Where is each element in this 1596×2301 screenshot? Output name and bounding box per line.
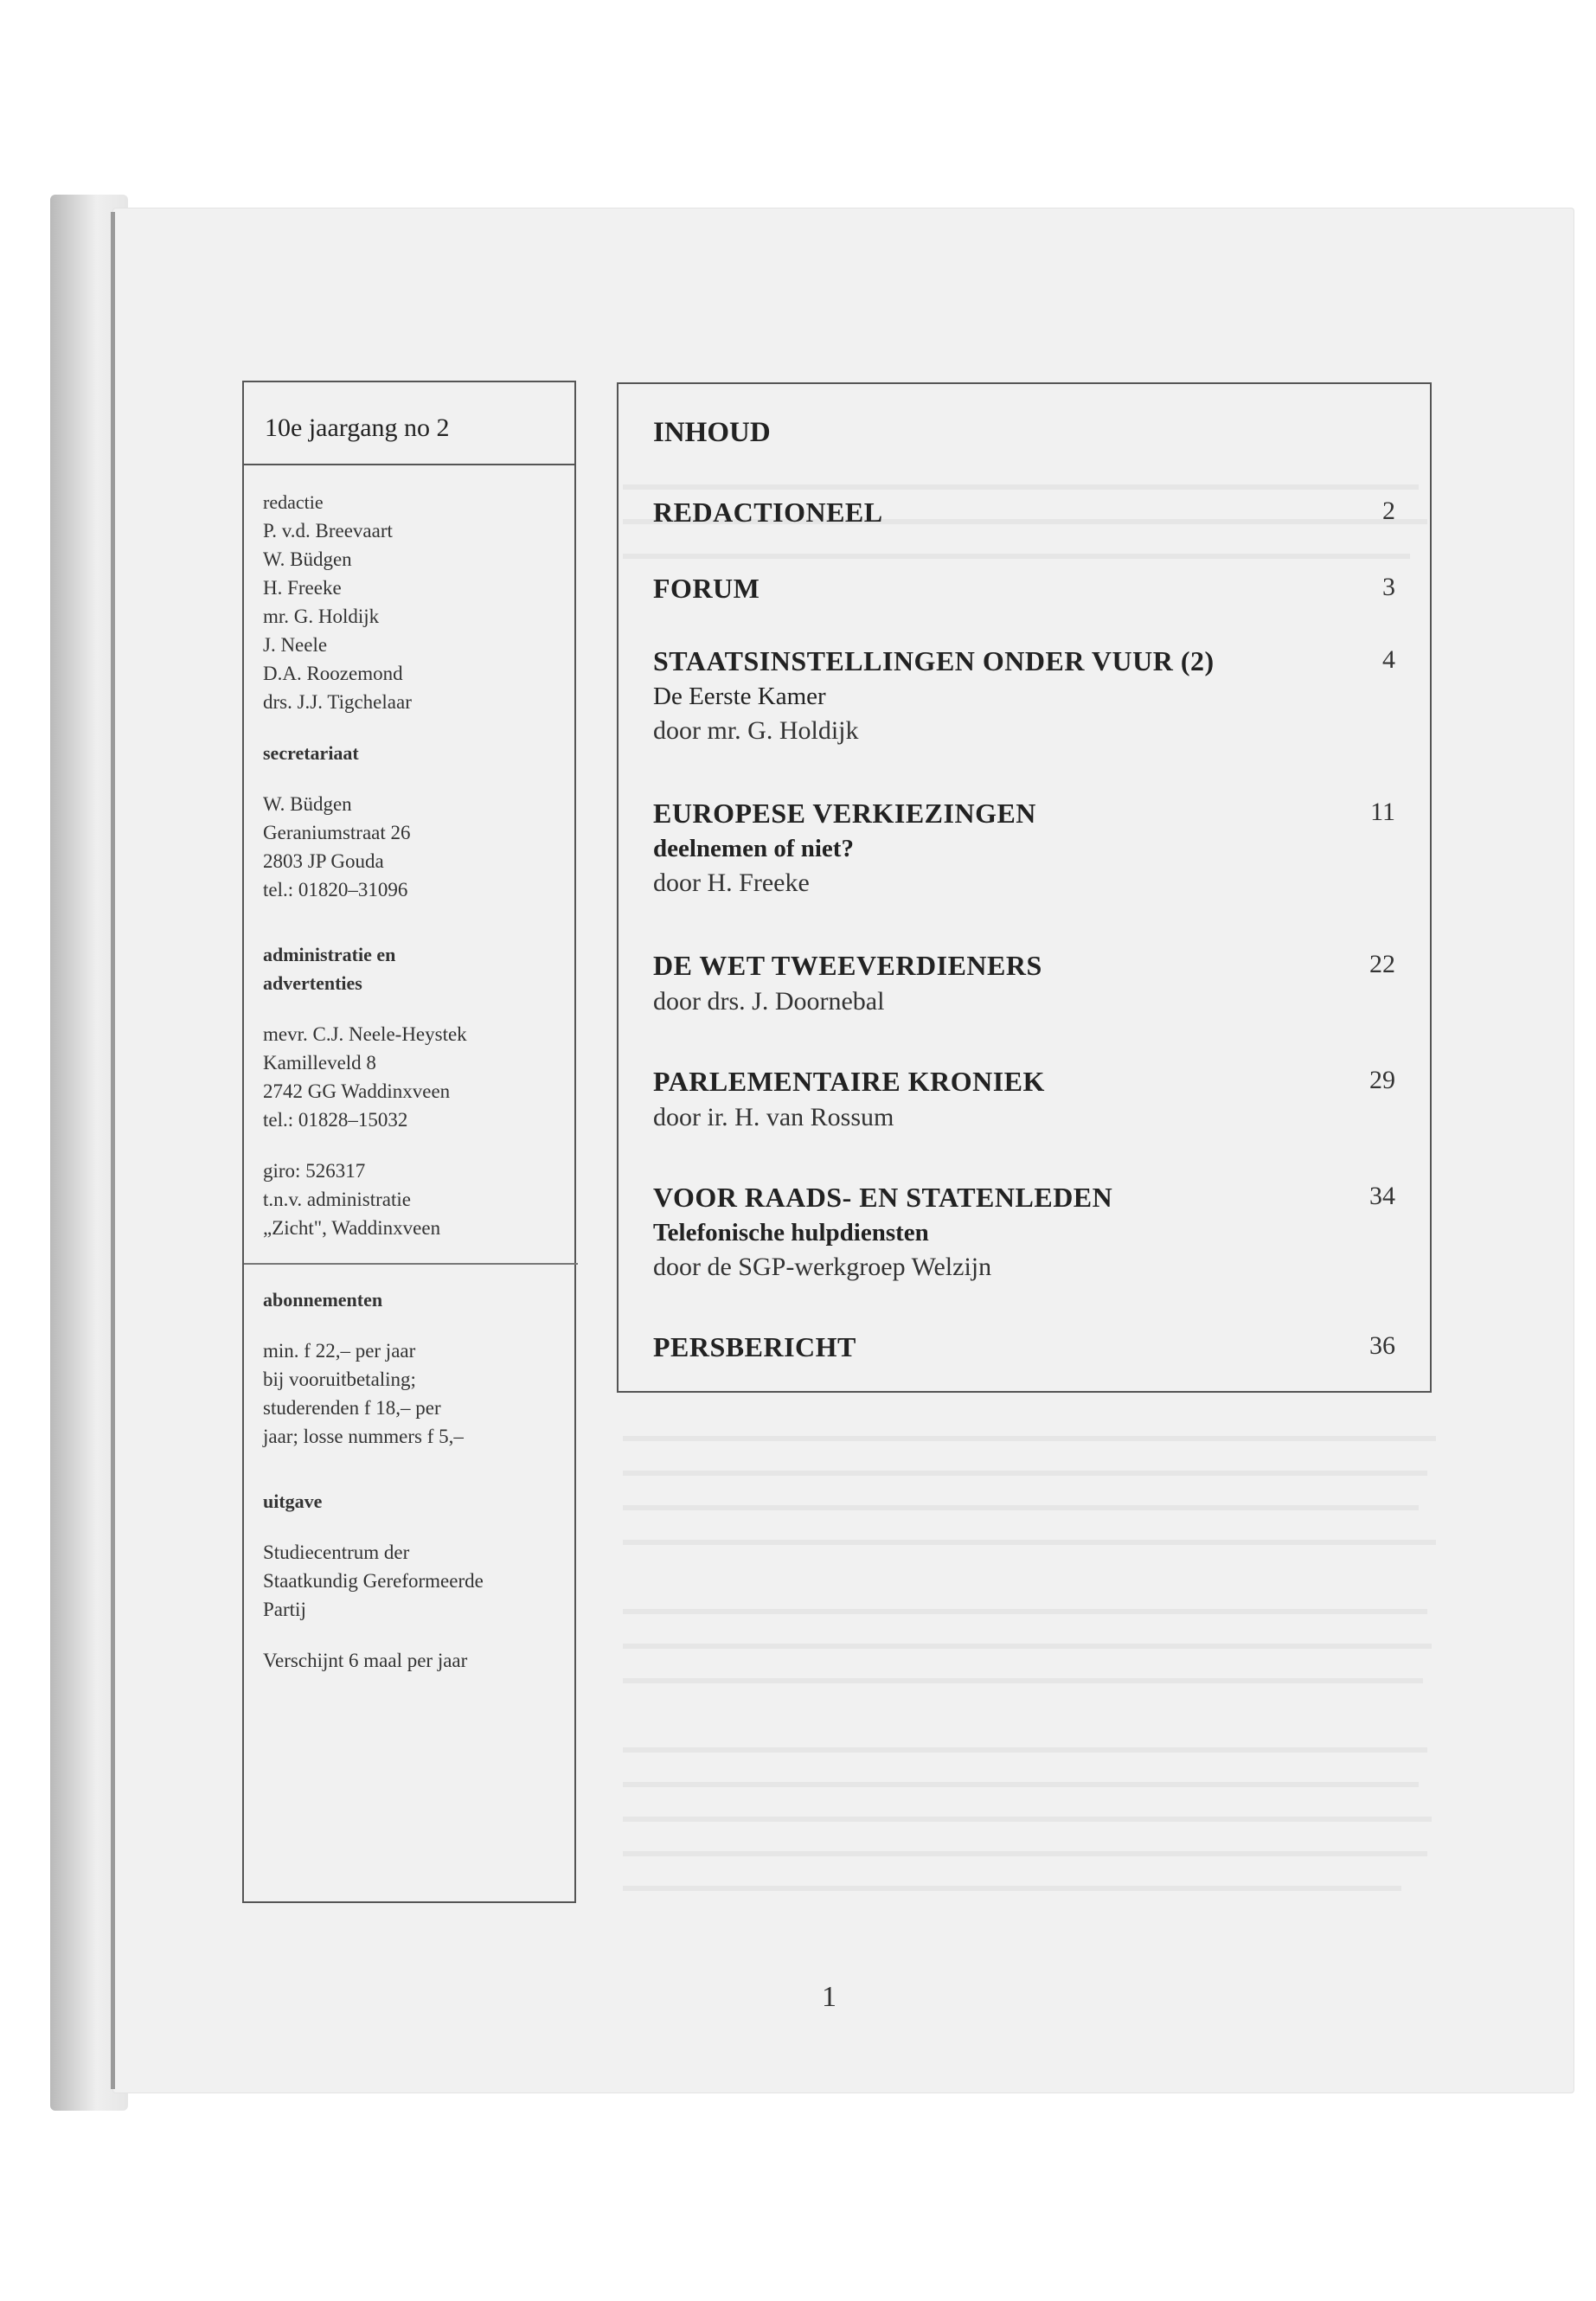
toc-title: INHOUD — [653, 417, 771, 448]
binding-edge — [111, 212, 115, 2089]
issue-heading: 10e jaargang no 2 — [244, 382, 574, 465]
divider — [244, 1263, 578, 1265]
secretariaat-label: secretariaat — [263, 742, 359, 764]
toc-entry — [653, 1331, 1395, 1363]
editor-line: P. v.d. Breevaart — [263, 520, 393, 542]
administratie-line: 2742 GG Waddinxveen — [263, 1080, 451, 1102]
show-through-line — [623, 1817, 1432, 1822]
administratie-line: mevr. C.J. Neele-Heystek — [263, 1023, 467, 1045]
editor-line: drs. J.J. Tigchelaar — [263, 691, 412, 713]
show-through-line — [623, 1678, 1423, 1683]
editor-line: J. Neele — [263, 634, 328, 656]
colophon-box — [242, 381, 576, 1903]
page-number: 1 — [822, 1981, 836, 2013]
toc-entry-title: VOOR RAADS- EN STATENLEDEN — [653, 1182, 1113, 1213]
toc-entry-page: 4 — [1382, 645, 1395, 674]
toc-entry-subtitle: De Eerste Kamer — [653, 683, 826, 710]
toc-entry-page: 29 — [1369, 1066, 1395, 1094]
abonnementen-line: studerenden f 18,– per — [263, 1397, 441, 1419]
administratie-line: tel.: 01828–15032 — [263, 1109, 408, 1131]
toc-entry — [653, 645, 1395, 746]
toc-entry-subtitle: Telefonische hulpdiensten — [653, 1219, 929, 1247]
table-of-contents — [617, 382, 1432, 1393]
toc-entry-title: PERSBERICHT — [653, 1331, 856, 1362]
editor-line: W. Büdgen — [263, 548, 352, 570]
toc-entry — [653, 950, 1395, 1016]
toc-entry — [653, 1182, 1395, 1282]
secretariaat-line: 2803 JP Gouda — [263, 850, 384, 872]
toc-entry-page: 2 — [1382, 497, 1395, 525]
abonnementen-line: jaar; losse nummers f 5,– — [263, 1426, 464, 1447]
abonnementen-line: bij vooruitbetaling; — [263, 1368, 416, 1390]
toc-entry-title: STAATSINSTELLINGEN ONDER VUUR (2) — [653, 645, 1215, 676]
giro-line: giro: 526317 — [263, 1160, 366, 1182]
show-through-line — [623, 1886, 1401, 1891]
show-through-line — [623, 1540, 1436, 1545]
editor-line: H. Freeke — [263, 577, 342, 599]
secretariaat-line: tel.: 01820–31096 — [263, 879, 408, 901]
toc-entry-page: 36 — [1369, 1331, 1395, 1360]
toc-entry-author: door ir. H. van Rossum — [653, 1103, 894, 1131]
toc-entry-page: 34 — [1369, 1182, 1395, 1210]
show-through-line — [623, 1505, 1419, 1510]
administratie-label: administratie en advertenties — [263, 944, 396, 994]
toc-entry — [653, 1066, 1395, 1132]
administratie-line: Kamilleveld 8 — [263, 1052, 376, 1074]
abonnementen-line: min. f 22,– per jaar — [263, 1340, 416, 1362]
show-through-line — [623, 1851, 1427, 1856]
frequency-note: Verschijnt 6 maal per jaar — [263, 1650, 468, 1671]
show-through-line — [623, 1609, 1427, 1614]
toc-entry-title: REDACTIONEEL — [653, 497, 883, 528]
uitgave-line: Studiecentrum der — [263, 1541, 410, 1563]
toc-entry-title: DE WET TWEEVERDIENERS — [653, 950, 1042, 981]
redactie-label: redactie — [263, 491, 324, 513]
abonnementen-label: abonnementen — [263, 1289, 383, 1311]
uitgave-line: Partij — [263, 1599, 306, 1620]
toc-entry — [653, 798, 1395, 898]
toc-entry — [653, 573, 1395, 605]
toc-entry-author: door mr. G. Holdijk — [653, 716, 859, 745]
toc-entry-title: FORUM — [653, 573, 760, 604]
toc-entry-author: door drs. J. Doornebal — [653, 987, 885, 1016]
show-through-line — [623, 1747, 1427, 1753]
colophon-body — [244, 465, 574, 1675]
secretariaat-line: W. Büdgen — [263, 793, 352, 815]
uitgave-line: Staatkundig Gereformeerde — [263, 1570, 484, 1592]
show-through-line — [623, 1782, 1419, 1787]
toc-entry-author: door de SGP-werkgroep Welzijn — [653, 1253, 992, 1281]
toc-entry-subtitle: deelnemen of niet? — [653, 835, 854, 862]
toc-entry-page: 22 — [1369, 950, 1395, 978]
toc-entry-page: 11 — [1370, 798, 1395, 826]
toc-entry-title: PARLEMENTAIRE KRONIEK — [653, 1066, 1045, 1097]
toc-entry-author: door H. Freeke — [653, 868, 810, 897]
show-through-line — [623, 1471, 1427, 1476]
giro-line: t.n.v. administratie — [263, 1189, 411, 1210]
editor-line: D.A. Roozemond — [263, 663, 403, 684]
uitgave-label: uitgave — [263, 1490, 323, 1512]
toc-entry-title: EUROPESE VERKIEZINGEN — [653, 798, 1036, 829]
editor-line: mr. G. Holdijk — [263, 606, 380, 627]
secretariaat-line: Geraniumstraat 26 — [263, 822, 411, 843]
toc-entry — [653, 497, 1395, 529]
show-through-line — [623, 1436, 1436, 1441]
toc-entry-page: 3 — [1382, 573, 1395, 601]
giro-line: „Zicht", Waddinxveen — [263, 1217, 441, 1239]
show-through-line — [623, 1644, 1432, 1649]
